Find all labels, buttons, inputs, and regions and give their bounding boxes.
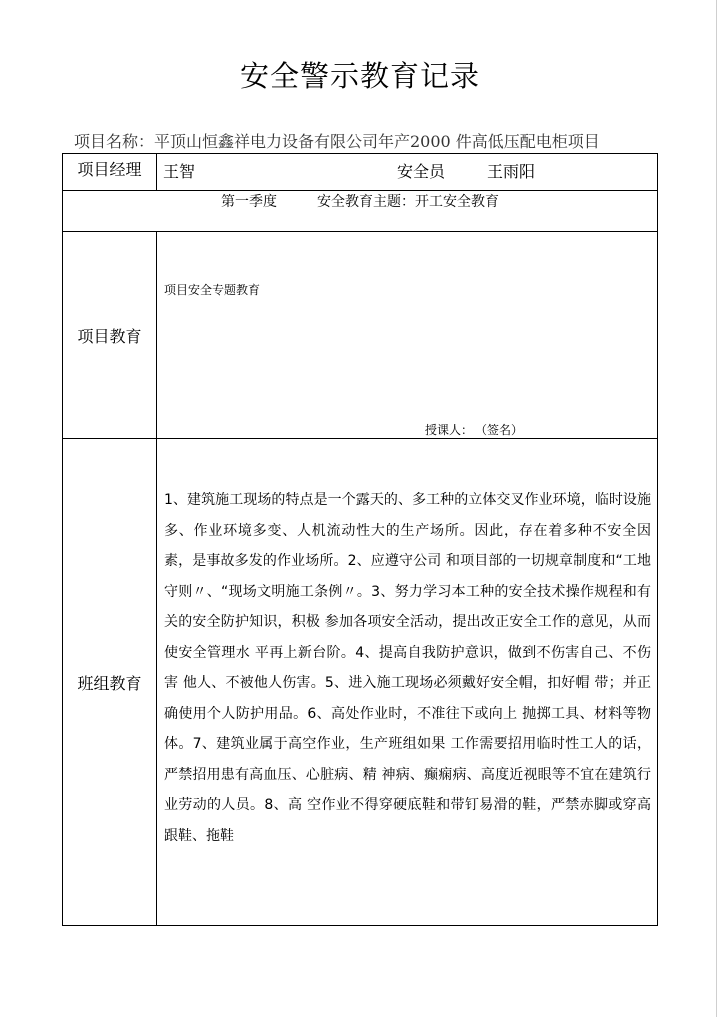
manager-info-cell <box>157 154 658 191</box>
team-education-label: 班组教育 <box>63 439 157 926</box>
project-education-label: 项目教育 <box>63 232 157 439</box>
quarter-cell <box>63 191 658 232</box>
manager-name: 王智 <box>163 162 196 181</box>
document-title: 安全警示教育记录 <box>239 59 480 93</box>
team-education-content: 1、建筑施工现场的特点是一个露天的、多工种的立体交叉作业环境，临时设施多、作业环境多变、人机流动性大的生产场所。因此，存在着多种不安全因素，是事故多发的作业场所。2、应遵守公司 和项目部的一切规章制度和“工地守则〃、“现场文明施工条例〃。3、努力学习本工种的安全技术操作规程和有关的安全防护知识，积极 参加各项安全活动，提出改正安全工作的意见，从而使安全管理水 平再上新台阶。4、提高自我防护意识，做到不伤害自己、不伤害 他人、不被他人伤害。5、进入施工现场必须戴好安全帽，扣好帽 带；并正确使用个人防护用品。6、高处作业时，不准往下或向上 抛掷工具、材料等物体。7、建筑业属于高空作业，生产班组如果 工作需要招用临时性工人的话，严禁招用患有高血压、心脏病、精 神病、癫痫病、高度近视眼等不宜在建筑行业劳动的人员。8、高 空作业不得穿硬底鞋和带钉易滑的鞋，严禁赤脚或穿高跟鞋、拖鞋 <box>164 492 651 844</box>
safety-officer-label: 安全员 <box>397 162 446 181</box>
quarter-season: 第一季度 <box>221 194 277 210</box>
education-theme: 安全教育主题：开工安全教育 <box>317 194 499 210</box>
manager-row <box>63 154 658 191</box>
team-education-row <box>63 439 658 926</box>
team-education-cell <box>157 439 658 926</box>
lecturer-label: 授课人： <box>425 423 474 437</box>
safety-officer-name: 王雨阳 <box>487 162 536 181</box>
lecturer-line <box>425 421 523 438</box>
project-education-row <box>63 232 658 439</box>
project-education-topic: 项目安全专题教育 <box>164 283 261 297</box>
quarter-row <box>63 191 658 232</box>
page-edge-line <box>716 0 717 1017</box>
education-record-table <box>62 153 658 926</box>
project-name-line: 项目名称：平顶山恒鑫祥电力设备有限公司年产2000 件高低压配电柜项目 <box>74 132 600 151</box>
manager-label: 项目经理 <box>63 154 157 191</box>
lecturer-signature: （签名） <box>481 423 524 437</box>
project-education-cell <box>157 232 658 439</box>
